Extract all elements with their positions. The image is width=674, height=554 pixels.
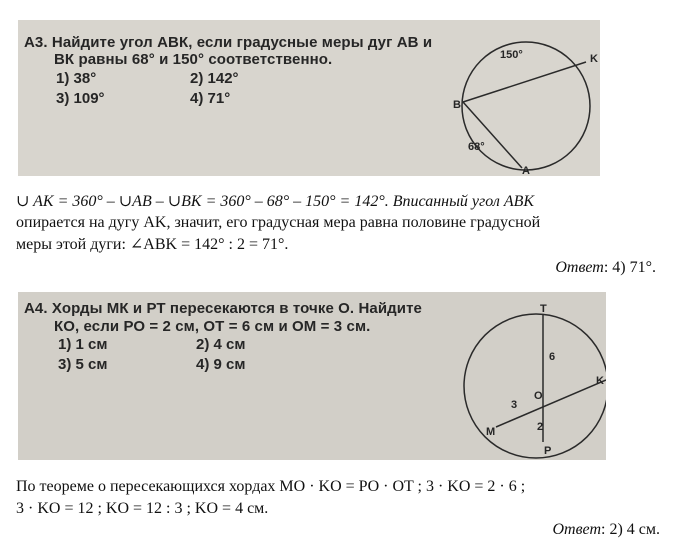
option-4: 4) 9 см xyxy=(196,356,246,373)
label-b: B xyxy=(453,99,461,111)
option-2: 2) 4 см xyxy=(196,336,246,353)
circle-figure-a3 xyxy=(446,20,600,176)
option-3: 3) 5 см xyxy=(58,356,108,373)
label-k: K xyxy=(596,375,604,387)
option-4: 4) 71° xyxy=(190,90,231,107)
solution-a3-line2: опирается на дугу AK, значит, его градусная мера равна половине градусной xyxy=(16,214,541,231)
problem-a4-line1: А4. Хорды МК и РТ пересекаются в точке О. Найдите xyxy=(24,300,422,317)
circle-figure-a4 xyxy=(448,292,606,460)
chord-bk xyxy=(463,62,586,102)
problem-a4-photo xyxy=(18,292,606,460)
answer-label: Ответ xyxy=(555,259,604,276)
label-68: 68° xyxy=(468,141,485,153)
label-p: P xyxy=(544,445,552,457)
answer-a3 xyxy=(555,259,656,277)
solution-a4-line2: 3 · KO = 12 ; KO = 12 : 3 ; KO = 4 см. xyxy=(16,500,269,517)
label-m: M xyxy=(486,426,496,438)
label-t: T xyxy=(540,303,547,315)
option-3: 3) 109° xyxy=(56,90,105,107)
problem-a3-line2: ВК равны 68° и 150° соответственно. xyxy=(54,51,333,68)
label-k: K xyxy=(590,53,598,65)
label-6: 6 xyxy=(549,351,556,363)
label-2: 2 xyxy=(537,421,544,433)
option-1: 1) 1 см xyxy=(58,336,108,353)
answer-a4 xyxy=(553,521,661,539)
option-1: 1) 38° xyxy=(56,70,97,87)
answer-label: Ответ xyxy=(552,521,601,538)
solution-a4-line1: По теореме о пересекающихся хордах MO · KO = PO · OT ; 3 · KO = 2 · 6 ; xyxy=(16,478,526,495)
problem-a3-line1: А3. Найдите угол АВК, если градусные меры дуг АВ и xyxy=(24,34,433,51)
chord-ba xyxy=(463,102,522,168)
answer-value: : 2) 4 см. xyxy=(601,521,660,538)
label-3: 3 xyxy=(511,399,518,411)
solution-a3-line1: ∪ AK = 360° – ∪AB – ∪BK = 360° – 68° – 150° = 142°. Вписанный угол ABK xyxy=(16,193,535,210)
solution-a3-line3: меры этой дуги: ∠ABK = 142° : 2 = 71°. xyxy=(16,236,289,253)
problem-a3-photo xyxy=(18,20,600,176)
label-o: O xyxy=(534,390,543,402)
label-150: 150° xyxy=(500,49,523,61)
label-a: A xyxy=(522,165,530,176)
answer-value: : 4) 71°. xyxy=(603,259,656,276)
option-2: 2) 142° xyxy=(190,70,239,87)
problem-a4-line2: КО, если РО = 2 см, ОТ = 6 см и ОМ = 3 см. xyxy=(54,318,371,335)
